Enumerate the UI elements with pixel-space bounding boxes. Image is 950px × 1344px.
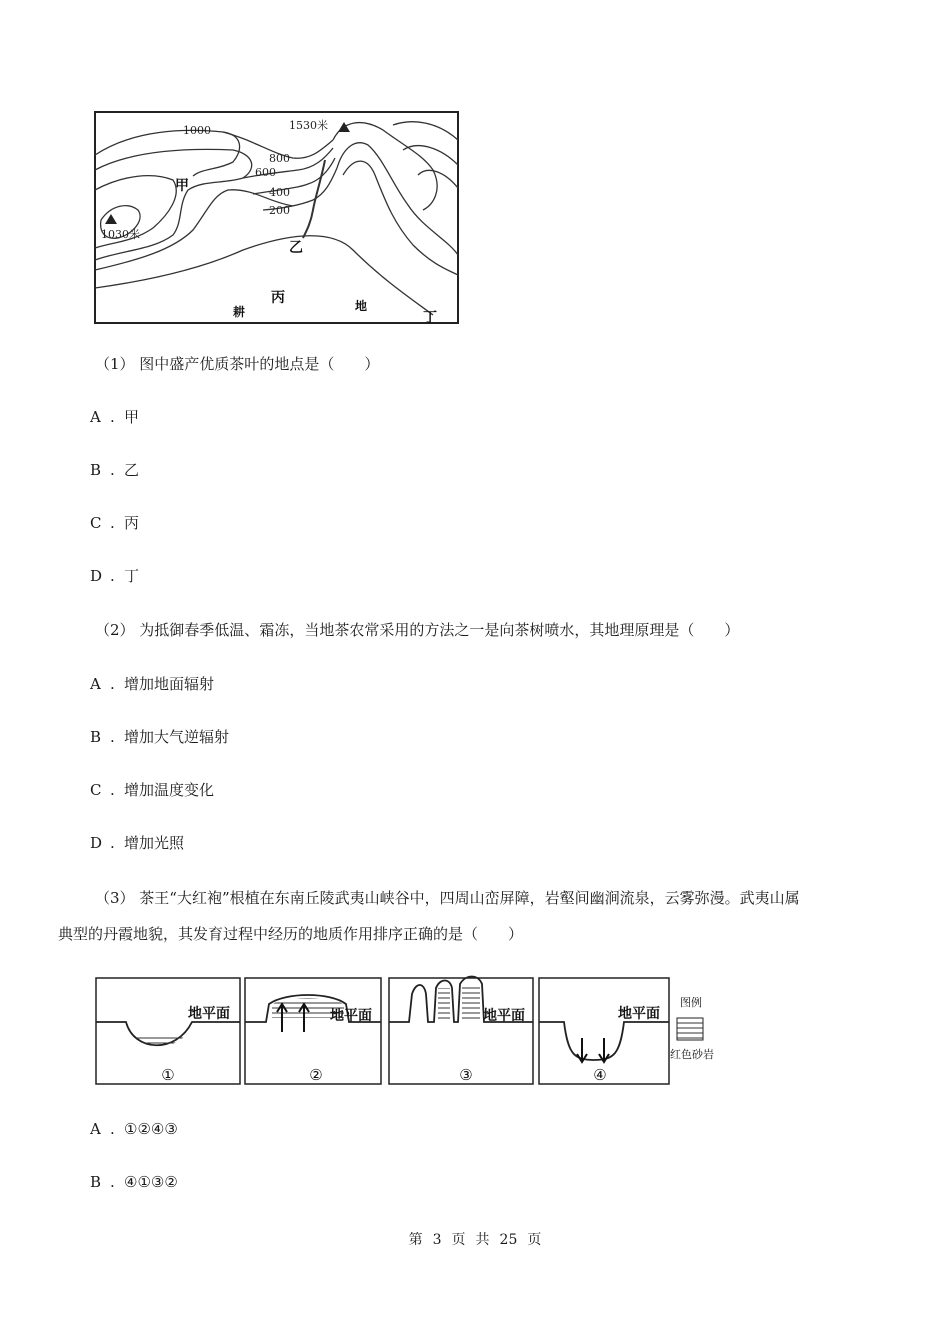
- q2-option-d[interactable]: D . 增加光照: [90, 834, 185, 852]
- place-bing: 丙: [271, 290, 285, 306]
- q2-option-c[interactable]: C . 增加温度变化: [90, 781, 215, 799]
- page-number: 3: [432, 1232, 442, 1248]
- place-jia: 甲: [175, 178, 189, 194]
- panel-4-number: ④: [593, 1066, 607, 1084]
- q1-option-c[interactable]: C . 丙: [90, 514, 140, 532]
- panel-1-surface-label: 地平面: [188, 1006, 230, 1022]
- q1-option-d[interactable]: D . 丁: [90, 567, 140, 585]
- panel-2-number: ②: [309, 1066, 323, 1084]
- peak-east-label: 1530米: [289, 119, 328, 132]
- contour-map: [93, 110, 461, 326]
- page-footer: 第 3 页 共 25 页: [408, 1232, 542, 1248]
- contour-600-label: 600: [255, 166, 276, 179]
- q2-option-a[interactable]: A . 增加地面辐射: [90, 675, 215, 693]
- contour-400-label: 400: [269, 186, 290, 199]
- farmland-label-2: 地: [355, 299, 368, 313]
- contour-200-label: 200: [269, 204, 290, 217]
- panel-1-number: ①: [161, 1066, 175, 1084]
- q2-option-b[interactable]: B . 增加大气逆辐射: [90, 728, 230, 746]
- panel-3-number: ③: [459, 1066, 473, 1084]
- q1-option-a[interactable]: A . 甲: [90, 408, 140, 426]
- q1-option-b[interactable]: B . 乙: [90, 461, 140, 479]
- q1-stem: （1） 图中盛产优质茶叶的地点是（ ）: [95, 355, 380, 373]
- panel-4-surface-label: 地平面: [618, 1006, 660, 1022]
- q2-stem: （2） 为抵御春季低温、霜冻，当地茶农常采用的方法之一是向茶树喷水，其地理原理是（ ）: [95, 621, 740, 639]
- legend-title: 图例: [680, 996, 702, 1009]
- panel-3-surface-label: 地平面: [483, 1008, 525, 1024]
- q3-option-b[interactable]: B . ④①③②: [90, 1173, 178, 1191]
- danxia-diagram: [94, 974, 730, 1088]
- q3-stem: （3） 茶王“大红袍”根植在东南丘陵武夷山峡谷中，四周山峦屏障，岩壑间幽涧流泉，云雾弥漫。武夷山属 典型的丹霞地貌，其发育过程中经历的地质作用排序正确的是（ ）: [58, 889, 800, 943]
- q3-option-a[interactable]: A . ①②④③: [90, 1120, 178, 1138]
- page-total: 25: [499, 1232, 518, 1248]
- panel-2-surface-label: 地平面: [330, 1008, 372, 1024]
- place-ding: 丁: [423, 310, 437, 326]
- place-yi: 乙: [289, 240, 303, 256]
- legend-item-red-sandstone: 红色砂岩: [670, 1048, 714, 1061]
- farmland-label-1: 耕: [233, 305, 246, 319]
- peak-west-label: 1030米: [101, 228, 140, 241]
- contour-1000-label: 1000: [183, 124, 211, 137]
- contour-800-label: 800: [269, 152, 290, 165]
